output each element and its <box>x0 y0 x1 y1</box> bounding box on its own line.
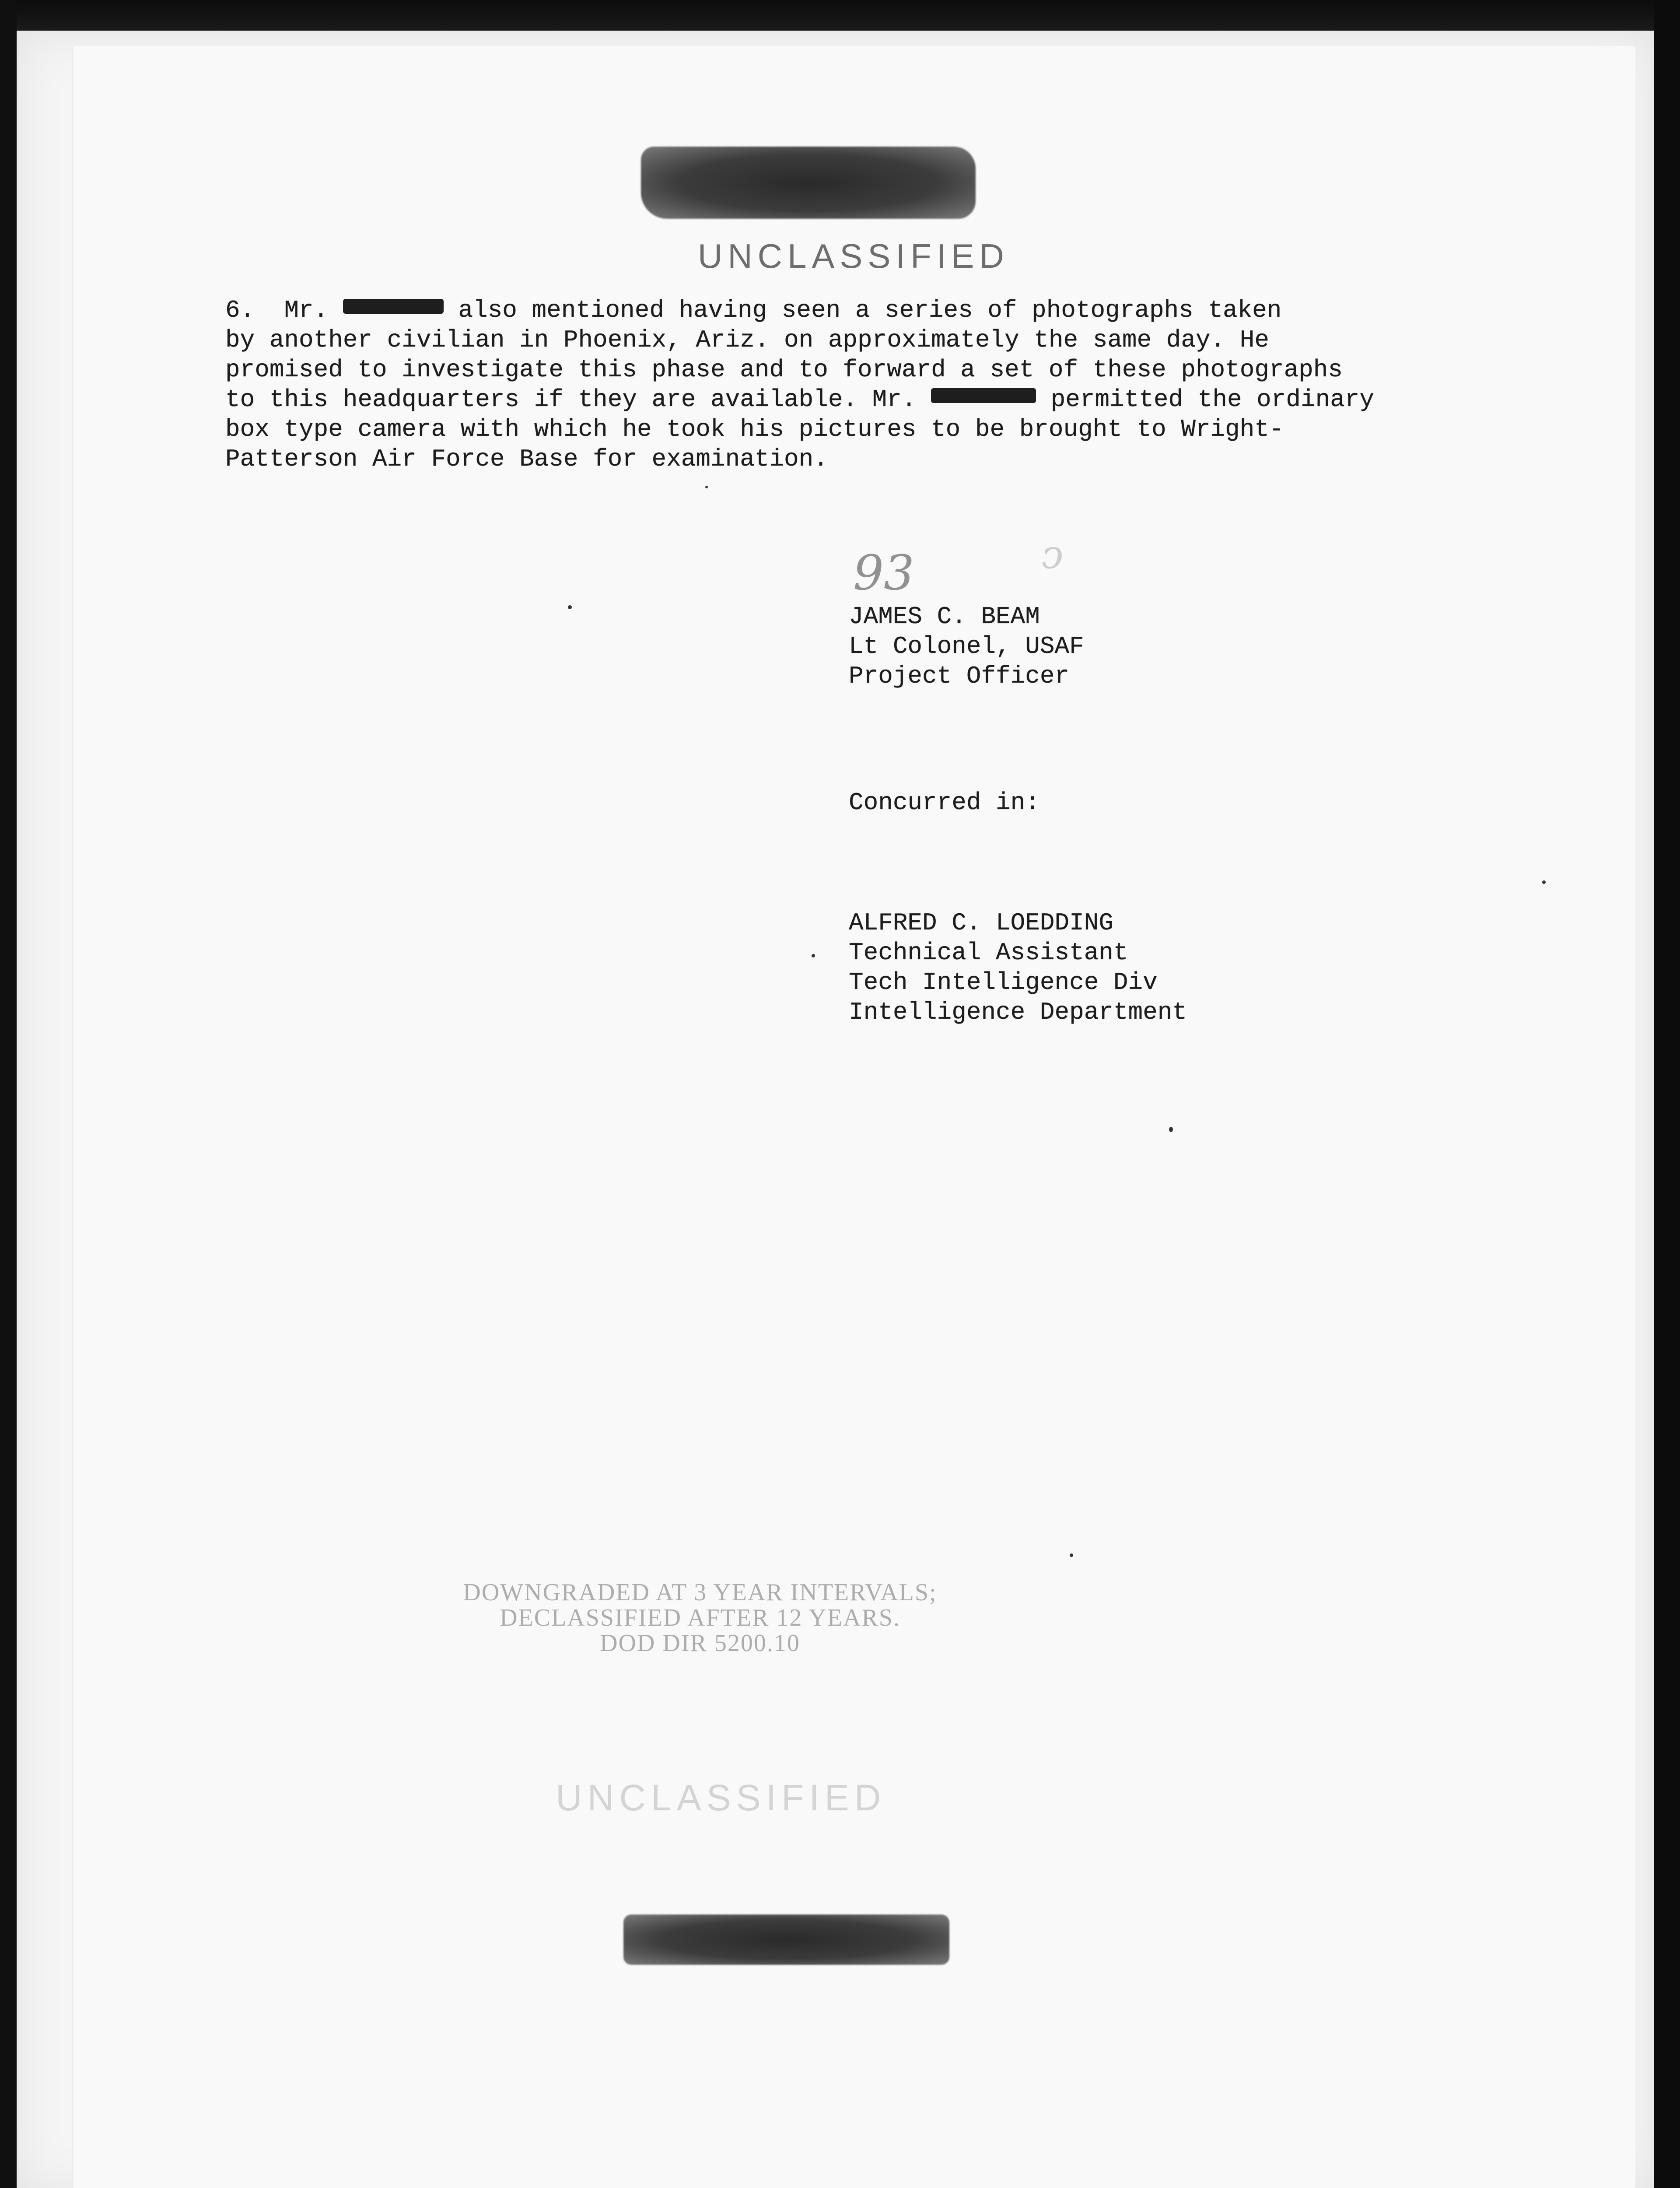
scan-border-right <box>1654 0 1680 2188</box>
downgrade-line-3: DOD DIR 5200.10 <box>600 1630 800 1657</box>
downgrade-line-1: DOWNGRADED AT 3 YEAR INTERVALS; <box>463 1579 937 1606</box>
signer-department: Intelligence Department <box>849 998 1187 1026</box>
paragraph-6 <box>225 295 1374 474</box>
scan-border-top <box>0 0 1680 31</box>
concurred-in-label: Concurred in: <box>849 789 1040 817</box>
speck <box>568 605 572 609</box>
signature-block-loedding <box>849 908 1187 1027</box>
name-redaction <box>343 299 444 314</box>
signer-title: Project Officer <box>849 662 1070 690</box>
paragraph-line-6: Patterson Air Force Base for examination. <box>225 445 828 473</box>
paragraph-line-4b: permitted the ordinary <box>1050 386 1375 414</box>
paragraph-line-2: by another civilian in Phoenix, Ariz. on approximately the same day. He <box>225 326 1269 354</box>
signer-title: Technical Assistant <box>849 939 1128 967</box>
signature-block-beam <box>849 602 1084 691</box>
handwritten-mark: ↄ <box>1041 532 1064 578</box>
signer-name: ALFRED C. LOEDDING <box>849 909 1113 937</box>
name-redaction <box>931 388 1036 403</box>
paragraph-line-3: promised to investigate this phase and to forward a set of these photographs <box>225 356 1343 384</box>
classification-stamp-top: UNCLASSIFIED <box>698 237 1009 275</box>
signer-rank: Lt Colonel, USAF <box>849 632 1084 660</box>
paragraph-line-5: box type camera with which he took his pictures to be brought to Wright- <box>225 415 1284 443</box>
paragraph-line-4a: to this headquarters if they are available. Mr. <box>225 386 917 414</box>
speck <box>812 954 815 957</box>
redaction-top <box>641 147 976 219</box>
paragraph-number: 6. <box>225 296 255 324</box>
downgrade-stamp <box>394 1580 1006 1656</box>
mr-label: Mr. <box>284 296 329 324</box>
paragraph-line-1: also mentioned having seen a series of photographs taken <box>458 296 1282 324</box>
redaction-bottom <box>623 1914 949 1965</box>
speck <box>1542 880 1546 884</box>
downgrade-line-2: DECLASSIFIED AFTER 12 YEARS. <box>500 1604 900 1631</box>
handwritten-initials: 93 <box>853 545 914 601</box>
speck <box>1169 1127 1173 1132</box>
speck <box>705 486 708 488</box>
speck <box>1070 1553 1073 1557</box>
signer-name: JAMES C. BEAM <box>849 603 1040 631</box>
classification-stamp-bottom: UNCLASSIFIED <box>556 1777 886 1818</box>
signer-division: Tech Intelligence Div <box>849 968 1158 996</box>
scan-border-left <box>0 0 17 2188</box>
